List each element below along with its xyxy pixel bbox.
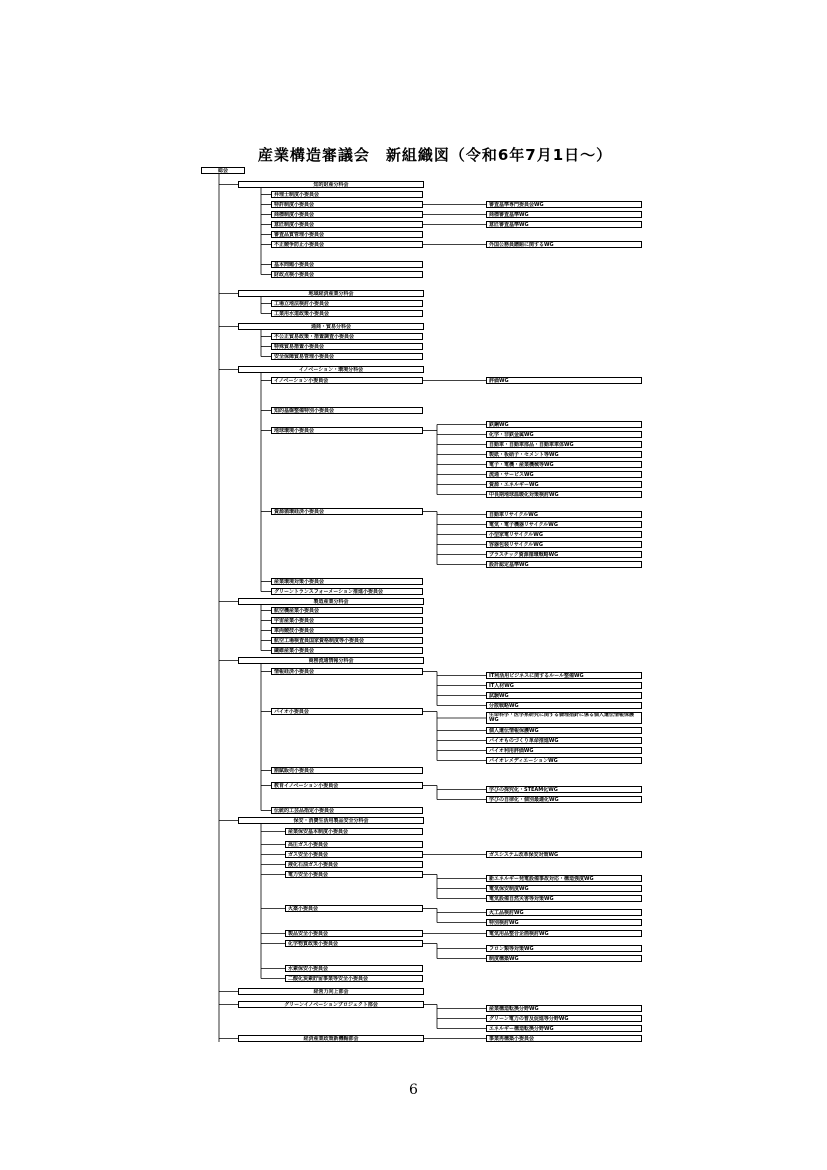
org-node: 容器包装リサイクルWG [486,541,642,548]
org-node: 自動車リサイクルWG [486,511,642,518]
org-node: 外国公務員贈賄に関するWG [486,241,642,248]
org-node: 不公正貿易政策・措置調査小委員会 [271,333,423,340]
org-node: 航空工場検査員国家資格制度等小委員会 [271,637,423,644]
org-node: 経営力向上部会 [238,988,424,995]
org-node: 情報経済小委員会 [271,668,423,675]
org-node: 特許制度小委員会 [271,201,423,208]
org-node: 審査品質管理小委員会 [271,231,423,238]
org-node: 工業用水道政策小委員会 [271,310,423,317]
org-node: 知的財産分科会 [238,181,424,188]
org-node: グリーントランスフォーメーション推進小委員会 [271,588,423,595]
org-node: バイオものづくり革命推進WG [486,737,642,744]
org-node: 地球環境小委員会 [271,427,423,434]
org-node: 学びの探究化・STEAM化WG [486,786,642,793]
org-node: 通商・貿易分科会 [238,323,424,330]
org-node: 学びの自律化・個別最適化WG [486,796,642,803]
org-node: 繊維産業小委員会 [271,647,423,654]
org-node: 製紙・板硝子・セメント等WG [486,451,642,458]
org-node: 火薬小委員会 [285,905,423,912]
org-node: 小型家電リサイクルWG [486,531,642,538]
org-node: 財政点検小委員会 [271,271,423,278]
org-node: 中長期地球温暖化対策検討WG [486,491,642,498]
org-node: 設計認定基準WG [486,561,642,568]
org-node: 資源・エネルギーWG [486,481,642,488]
org-node: 電子・電機・産業機械等WG [486,461,642,468]
org-node: 弁理士制度小委員会 [271,191,423,198]
org-node: イノベーション・環境分科会 [238,366,424,373]
org-node: グリーン電力の普及促進等分野WG [486,1015,642,1022]
org-node: バイオ利用評価WG [486,747,642,754]
page-title: 産業構造審議会 新組織図（令和6年7月1日〜） [257,146,613,164]
org-node: 商標審査基準WG [486,211,642,218]
org-node: 基本問題小委員会 [271,261,423,268]
org-node: 化学物質政策小委員会 [285,940,423,947]
org-node: フロン類等対策WG [486,945,642,952]
org-node: 特別検討WG [486,919,642,926]
org-node: 保安・消費生活用製品安全分科会 [238,817,424,824]
org-node: 化学・非鉄金属WG [486,431,642,438]
org-node: 製品安全小委員会 [285,930,423,937]
org-node: IT人材WG [486,682,642,689]
org-node: ガス安全小委員会 [285,851,423,858]
org-node: 総会 [201,167,245,174]
org-node: 製造産業分科会 [238,598,424,605]
org-node: 評価WG [486,377,642,384]
org-node: 教育イノベーション小委員会 [271,782,423,789]
org-node: 伝統的工芸品指定小委員会 [271,807,423,814]
org-node: 安全保障貿易管理小委員会 [271,353,423,360]
org-node: 意匠制度小委員会 [271,221,423,228]
org-node: 自動車・自動車部品・自動車車体WG [486,441,642,448]
org-node: 地域経済産業分科会 [238,290,424,297]
org-node: イノベーション小委員会 [271,377,423,384]
org-node: 審査基準専門委員会WG [486,201,642,208]
org-node: 流通・サービスWG [486,471,642,478]
org-node: 産業構造転換分野WG [486,1005,642,1012]
org-node: 水素保安小委員会 [285,965,423,972]
org-node: 電力安全小委員会 [285,871,423,878]
org-node: 電気用品整合企画検討WG [486,930,642,937]
org-node: 事業再構築小委員会 [486,1035,642,1042]
org-node: 資源循環経済小委員会 [271,508,423,515]
org-node: 宇宙産業小委員会 [271,617,423,624]
org-node: 航空機産業小委員会 [271,607,423,614]
org-node: 知的基盤整備特別小委員会 [271,407,423,414]
org-node: 産業保安基本制度小委員会 [285,828,423,835]
org-node: 工場立地法検討小委員会 [271,300,423,307]
org-node: 産業環境対策小委員会 [271,578,423,585]
org-node: 割賦販売小委員会 [271,767,423,774]
org-node: 特殊貿易措置小委員会 [271,343,423,350]
org-node: 不正競争防止小委員会 [271,241,423,248]
org-node: グリーンイノベーションプロジェクト部会 [238,1001,424,1008]
org-node: 意匠審査基準WG [486,221,642,228]
org-node: 電気設備自然災害等対策WG [486,895,642,902]
org-node: IT利活用ビジネスに関するルール整備WG [486,672,642,679]
org-node: 電気・電子機器リサイクルWG [486,521,642,528]
org-node: 分散戦略WG [486,702,642,709]
org-node: プラスチック資源循環戦略WG [486,551,642,558]
org-node: 二酸化炭素貯留事業等安全小委員会 [285,975,423,982]
org-node: バイオ小委員会 [271,708,423,715]
org-node: 車両競技小委員会 [271,627,423,634]
org-node: 生命科学・医学系研究に関する倫理指針に係る個人遺伝情報保護WG [486,712,642,724]
org-node: 制度構築WG [486,955,642,962]
org-node: 試験WG [486,692,642,699]
org-node: 電気保安制度WG [486,885,642,892]
org-node: 商務流通情報分科会 [238,657,424,664]
org-node: 商標制度小委員会 [271,211,423,218]
org-node: 個人遺伝情報保護WG [486,727,642,734]
org-node: 液化石油ガス小委員会 [285,861,423,868]
page-number: 6 [409,1082,418,1098]
org-node: 火工品検討WG [486,909,642,916]
org-node: 新エネルギー発電設備事故対応・構造強度WG [486,875,642,882]
org-node: 高圧ガス小委員会 [285,841,423,848]
org-node: ガスシステム改革保安対策WG [486,851,642,858]
org-node: バイオレメディエーションWG [486,757,642,764]
org-node: 経済産業政策新機軸部会 [238,1035,424,1042]
org-node: 鉄鋼WG [486,421,642,428]
org-node: エネルギー構造転換分野WG [486,1025,642,1032]
